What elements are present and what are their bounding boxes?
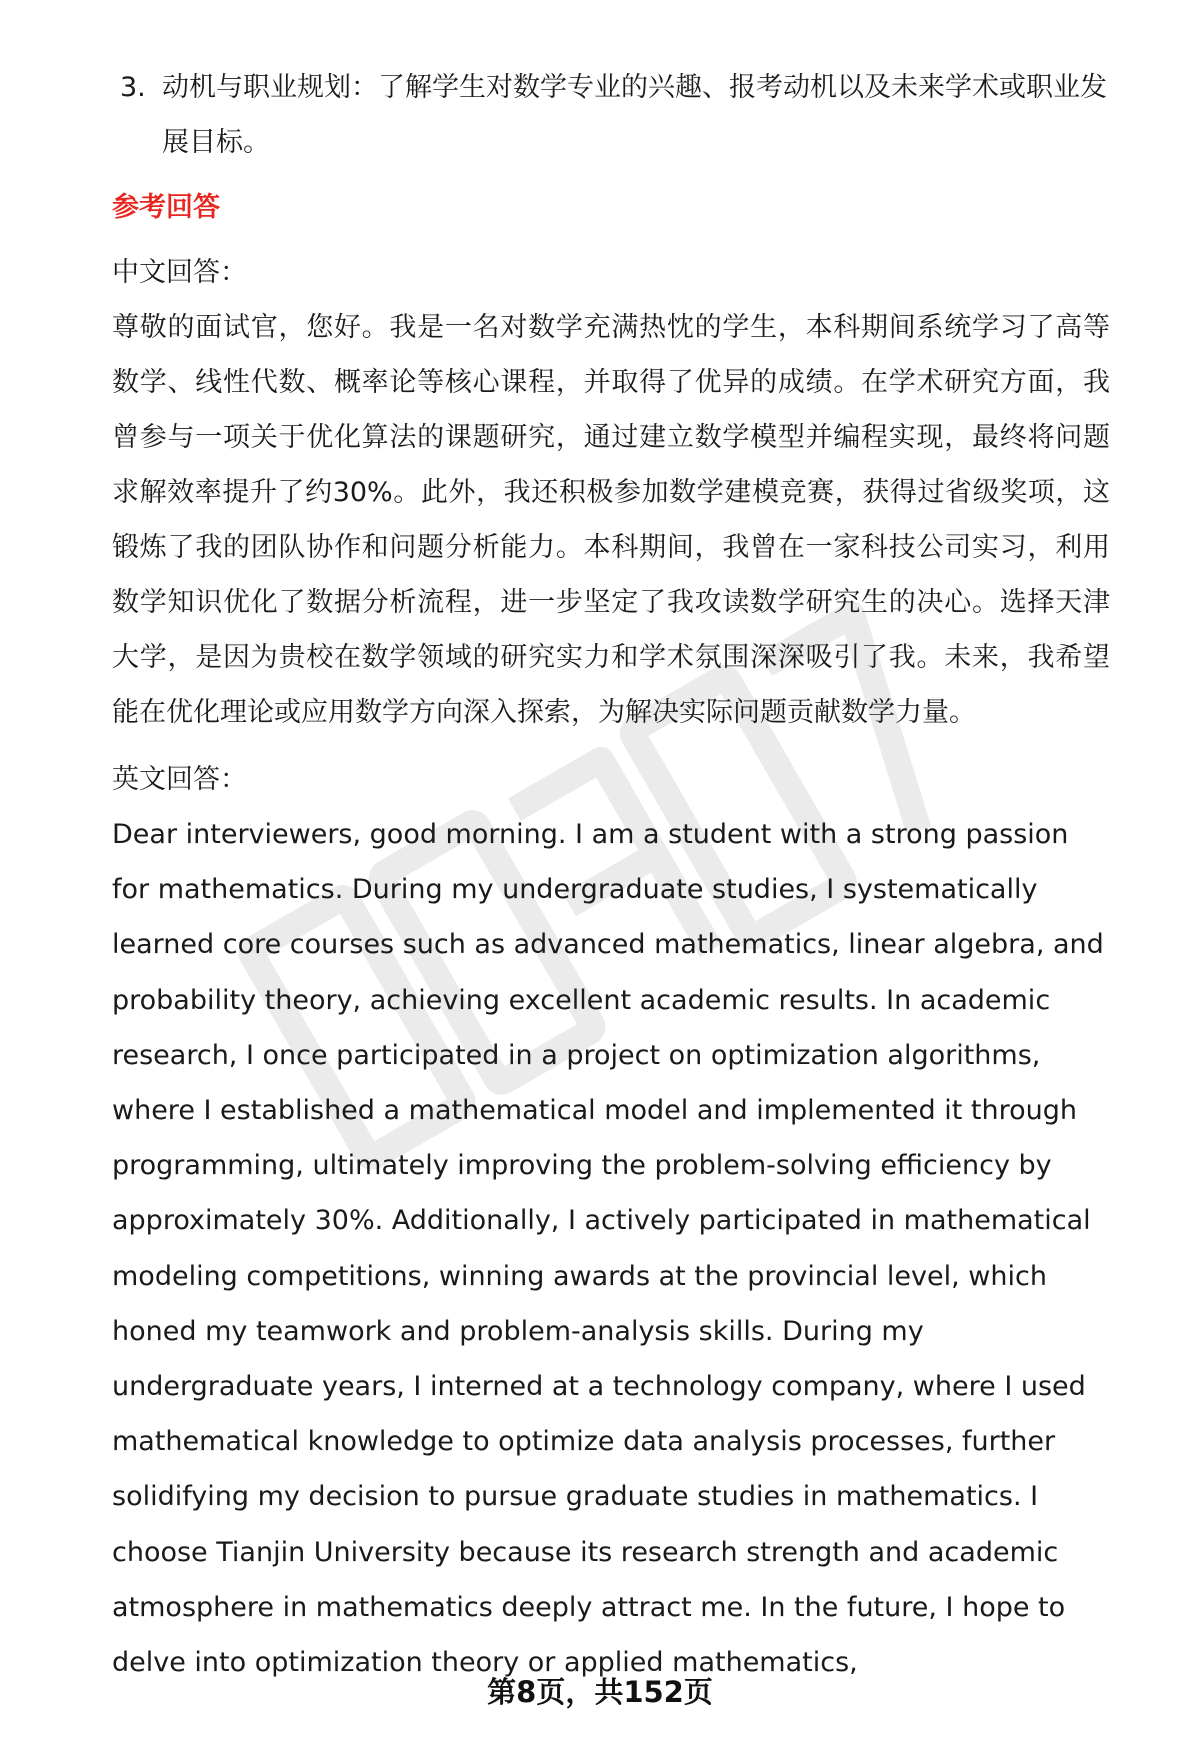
document-page <box>112 60 1110 1690</box>
reference-answer-heading: 参考回答 <box>112 192 220 223</box>
chinese-answer-heading: 中文回答： <box>112 257 247 288</box>
chinese-answer-body: 尊敬的面试官，您好。我是一名对数学充满热忱的学生，本科期间系统学习了高等数学、线性代数、概率论等核心课程，并取得了优异的成绩。在学术研究方面，我曾参与一项关于优化算法的课题研究，通过建立数学模型并编程实现，最终将问题求解效率提升了约30%。此外，我还积极参加数学建模竞赛，获得过省级奖项，这锻炼了我的团队协作和问题分析能力。本科期间，我曾在一家科技公司实习，利用数学知识优化了数据分析流程，进一步坚定了我攻读数学研究生的决心。选择天津大学，是因为贵校在数学领域的研究实力和学术氛围深深吸引了我。未来，我希望能在优化理论或应用数学方向深入探索，为解决实际问题贡献数学力量。 <box>112 312 1110 728</box>
english-answer-body: Dear interviewers, good morning. I am a student with a strong passion for mathematics. During my undergraduate studies, I systematically learned core courses such as advanced mathematics, linear algebra, and probability theory, achieving excellent academic results. In academic research, I once participated in a project on optimization algorithms, where I established a mathematical model and implemented it through programming, ultimately improving the problem-solving efficiency by approximately 30%. Additionally, I actively participated in mathematical modeling competitions, winning awards at the provincial level, which honed my teamwork and problem-analysis skills. During my undergraduate years, I interned at a technology company, where I used mathematical knowledge to optimize data analysis processes, further solidifying my decision to pursue graduate studies in mathematics. I choose Tianjin University because its research strength and academic atmosphere in mathematics deeply attract me. In the future, I hope to delve into optimization theory or applied mathematics, <box>112 819 1104 1679</box>
page-number-footer: 第8页，共152页 <box>487 1675 713 1709</box>
english-answer-heading: 英文回答： <box>112 764 247 795</box>
list-item-motivation <box>112 60 1110 170</box>
list-item-number: 3. <box>120 72 146 103</box>
list-item-text: 动机与职业规划：了解学生对数学专业的兴趣、报考动机以及未来学术或职业发展目标。 <box>162 72 1107 158</box>
